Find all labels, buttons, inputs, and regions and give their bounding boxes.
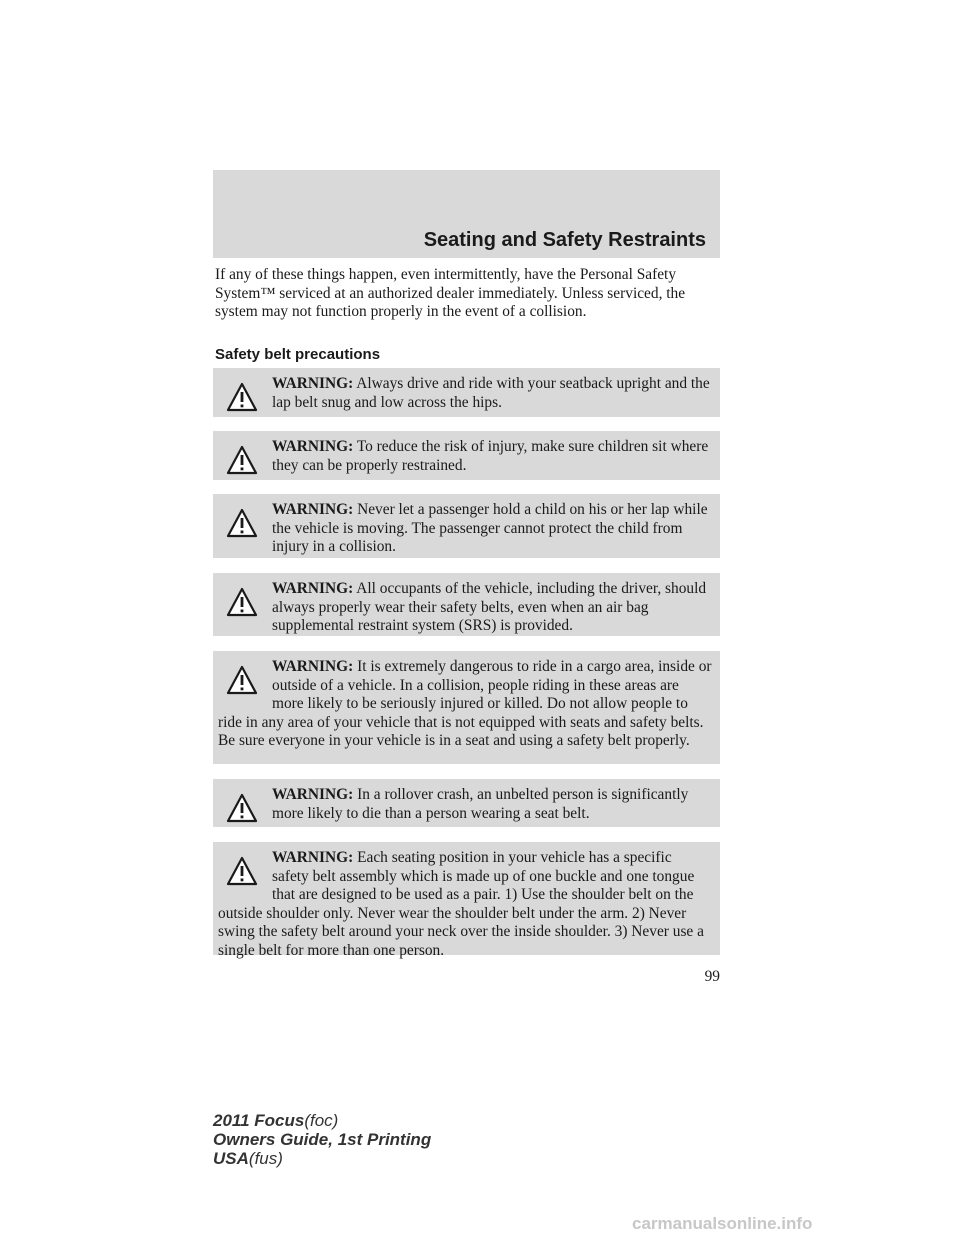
warning-triangle-icon <box>226 665 258 695</box>
warning-text: Always drive and ride with your seatback upright and the lap belt snug and low across the hips. <box>272 375 710 411</box>
section-heading: Safety belt precautions <box>215 346 381 363</box>
footer-market: USA <box>213 1149 249 1168</box>
print-footer <box>213 1111 431 1168</box>
warning-triangle-icon <box>226 587 258 617</box>
warning-triangle-icon <box>226 508 258 538</box>
footer-model: 2011 Focus <box>213 1111 305 1130</box>
warning-text: Each seating position in your vehicle has a specific safety belt assembly which is made up of one buckle and one tongue that are designed to be used as a pair. 1) Use the shoulder belt on the outside shoulder only. Never wear the shoulder belt under the arm. 2) Never swing the safety belt around your neck over the inside shoulder. 3) Never use a single belt for more than one person. <box>218 849 704 959</box>
header-band <box>213 170 720 258</box>
warning-label: WARNING: <box>272 375 354 392</box>
warning-triangle-icon <box>226 382 258 412</box>
footer-market-line <box>213 1149 431 1168</box>
footer-model-code: (foc) <box>304 1111 339 1130</box>
warning-label: WARNING: <box>272 658 354 675</box>
warning-label: WARNING: <box>272 849 354 866</box>
warning-box <box>213 494 720 558</box>
footer-market-code: (fus) <box>248 1149 283 1168</box>
warning-triangle-icon <box>226 856 258 886</box>
warning-box <box>213 431 720 480</box>
warning-label: WARNING: <box>272 438 354 455</box>
intro-paragraph: If any of these things happen, even intermittently, have the Personal Safety System™ serviced at an authorized dealer immediately. Unless serviced, the system may not function properly in the event of a collision. <box>215 266 686 321</box>
warning-triangle-icon <box>226 793 258 823</box>
warning-text: In a rollover crash, an unbelted person is significantly more likely to die than a person wearing a seat belt. <box>272 786 689 822</box>
warning-text: To reduce the risk of injury, make sure children sit where they can be properly restrained. <box>272 438 709 474</box>
warning-label: WARNING: <box>272 786 354 803</box>
warning-text: Never let a passenger hold a child on his or her lap while the vehicle is moving. The passenger cannot protect the child from injury in a collision. <box>272 501 708 556</box>
warning-label: WARNING: <box>272 580 354 597</box>
warning-label: WARNING: <box>272 501 354 518</box>
warning-box <box>213 573 720 636</box>
warning-triangle-icon <box>226 445 258 475</box>
warning-box <box>213 842 720 959</box>
footer-model-line <box>213 1111 431 1130</box>
footer-guide: Owners Guide, 1st Printing <box>213 1130 432 1149</box>
warning-box <box>213 651 720 764</box>
watermark: carmanualsonline.info <box>632 1214 813 1233</box>
warning-text: It is extremely dangerous to ride in a cargo area, inside or outside of a vehicle. In a collision, people riding in these areas are more likely to be seriously injured or killed. Do not allow people to ride in any area of your vehicle that is not equipped with seats and safety belts. Be sure everyone in your vehicle is in a seat and using a safety belt properly. <box>218 658 712 750</box>
page-section-title: Seating and Safety Restraints <box>423 229 706 251</box>
warning-text: All occupants of the vehicle, including the driver, should always properly wear their safety belts, even when an air bag supplemental restraint system (SRS) is provided. <box>272 580 707 635</box>
warning-box <box>213 368 720 417</box>
footer-guide-line <box>213 1130 431 1149</box>
warning-box <box>213 779 720 827</box>
page-number: 99 <box>704 968 720 985</box>
